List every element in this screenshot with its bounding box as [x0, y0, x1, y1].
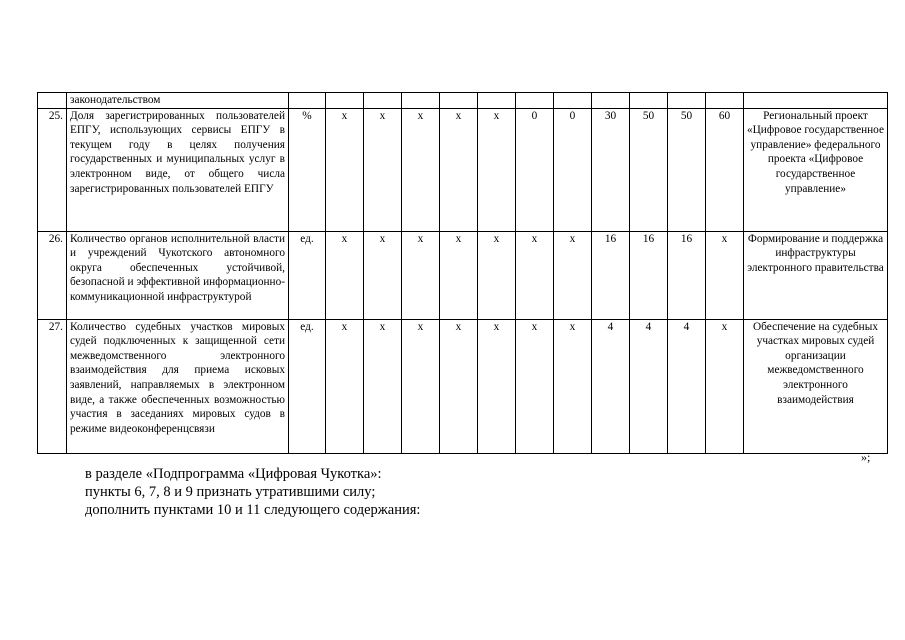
unit-cell: ед. [289, 319, 326, 453]
paragraph: в разделе «Подпрограмма «Цифровая Чукотка»: [85, 466, 382, 482]
value-cell: х [478, 319, 516, 453]
value-cell: х [364, 231, 402, 319]
value-cell: х [516, 319, 554, 453]
closing-quote-mark: »; [861, 450, 871, 464]
row-number: 27. [38, 319, 67, 453]
source-cell: Региональный проект «Цифровое государственное управление» федерального проекта «Цифровое государственное управление» [744, 108, 888, 231]
value-cell: х [364, 108, 402, 231]
unit-cell: ед. [289, 231, 326, 319]
source-cell: Формирование и поддержка инфраструктуры электронного правительства [744, 231, 888, 319]
table-row [38, 231, 888, 319]
value-cell: 16 [668, 231, 706, 319]
value-cell: 0 [554, 108, 592, 231]
value-cell: х [326, 231, 364, 319]
value-cell: х [554, 231, 592, 319]
value-cell: х [516, 231, 554, 319]
value-cell: 16 [592, 231, 630, 319]
value-cell: х [478, 231, 516, 319]
unit-cell: % [289, 108, 326, 231]
value-cell: х [706, 231, 744, 319]
value-cell: х [402, 108, 440, 231]
value-cell: х [326, 108, 364, 231]
value-cell: х [440, 319, 478, 453]
value-cell: х [326, 319, 364, 453]
value-cell: 4 [630, 319, 668, 453]
row-number: 26. [38, 231, 67, 319]
table-row [38, 319, 888, 453]
value-cell: 4 [592, 319, 630, 453]
indicators-table [37, 92, 888, 454]
value-cell: х [478, 108, 516, 231]
table-cell [38, 93, 67, 109]
value-cell: х [402, 319, 440, 453]
value-cell: 4 [668, 319, 706, 453]
value-cell: х [364, 319, 402, 453]
paragraph: дополнить пунктами 10 и 11 следующего содержания: [85, 502, 421, 518]
value-cell: х [440, 108, 478, 231]
value-cell: х [440, 231, 478, 319]
source-cell: Обеспечение на судебных участках мировых судей организации межведомственного электронного взаимодействия [744, 319, 888, 453]
value-cell: х [706, 319, 744, 453]
amendment-paragraphs [85, 465, 420, 519]
value-cell: 50 [630, 108, 668, 231]
table-row [38, 108, 888, 231]
indicator-name: Количество судебных участков мировых судей подключенных к защищенной сети межведомственного электронного взаимодействия для приема исковых заявлений, направляемых в электронном виде, а также обеспеченных возможностью участия в заседаниях мировых судов в режиме видеоконференцсвязи [67, 319, 289, 453]
value-cell: 50 [668, 108, 706, 231]
value-cell: 16 [630, 231, 668, 319]
value-cell: х [402, 231, 440, 319]
top-fragment-cell: законодательством [67, 93, 289, 109]
value-cell: 0 [516, 108, 554, 231]
row-number: 25. [38, 108, 67, 231]
paragraph: пункты 6, 7, 8 и 9 признать утратившими силу; [85, 484, 376, 500]
value-cell: 30 [592, 108, 630, 231]
indicator-name: Доля зарегистрированных пользователей ЕПГУ, использующих сервисы ЕПГУ в текущем году в целях получения государственных и муниципальных услуг в электронном виде, от общего числа зарегистрированных пользователей ЕПГУ [67, 108, 289, 231]
table-row [38, 93, 888, 109]
value-cell: 60 [706, 108, 744, 231]
indicator-name: Количество органов исполнительной власти и учреждений Чукотского автономного округа обеспеченных устойчивой, безопасной и эффективной информационно-коммуникационной инфраструктурой [67, 231, 289, 319]
value-cell: х [554, 319, 592, 453]
